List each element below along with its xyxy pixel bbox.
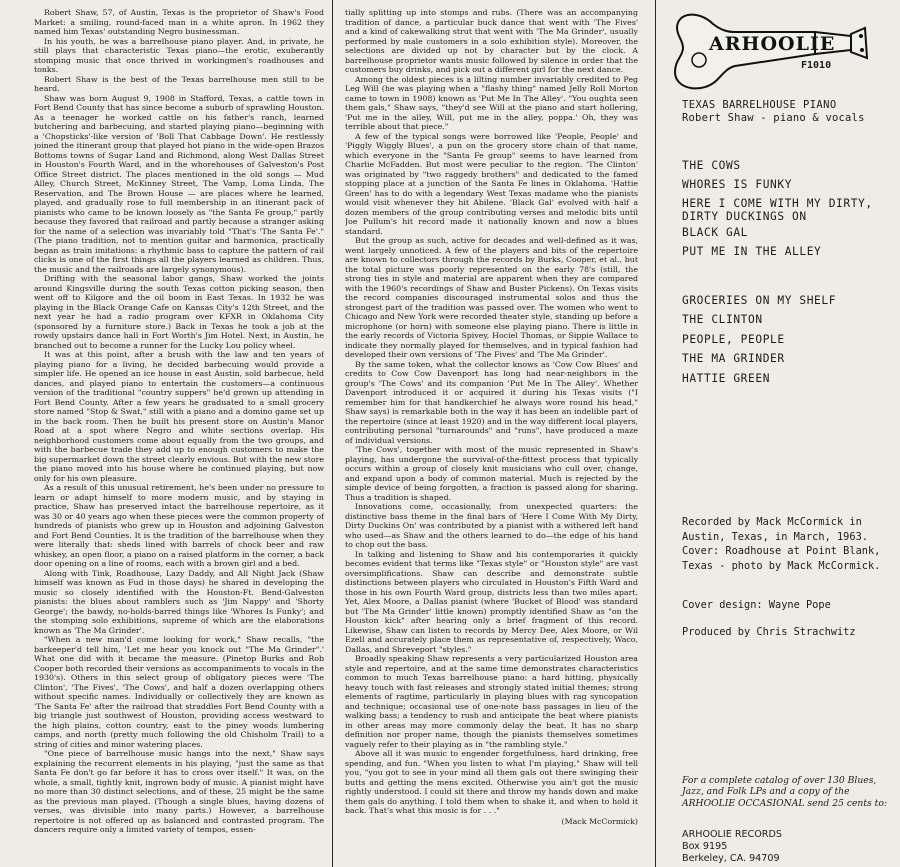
track-title: PUT ME IN THE ALLEY <box>682 245 822 259</box>
producer-credit: Produced by Chris Strachwitz <box>682 626 856 638</box>
paragraph: tially splitting up into stomps and rubs. (There was an accompanying tradition of dance, a particular buck dance that went with 'The Fives' and a kind of cakewalking strut that went with 'The Ma Grinder', usually performed by male customers in a solo exhibition style). Moreover, the selections are divided up not by character but by the clock. A barrelhouse proprietor wants music followed by silence in order that the customers buy drinks, and pick out a different girl for the next dance. <box>345 8 638 74</box>
recording-credit: Recorded by Mack McCormick in Austin, Texas, in March, 1963. <box>682 516 868 543</box>
tuning-peg <box>860 48 864 52</box>
track-title: PEOPLE, PEOPLE <box>682 332 785 346</box>
paragraph: Drifting with the seasonal labor gangs, Shaw worked the joints around Kingsville during the south Texas cotton picking season, then went off to Kilgore and the oil boom in East Texas. In 1932 he was playing in the Black Orange Cafe on Kansas City's 12th Street, and the next year he had a radio program over KFXR in Oklahoma City (sponsored by a furniture store.) Back in Texas he took a job at the rowdy upstairs dance hall in Fort Worth's Jim Hotel. Next, in Austin, he branched out to become a runner for the Lucky Lou policy wheel. <box>34 274 324 350</box>
guitar-headstock <box>851 28 867 58</box>
track-title: THE CLINTON <box>682 313 763 327</box>
track-title: WHORES IS FUNKY <box>682 178 793 192</box>
paragraph: As a result of this unusual retirement, he's been under no pressure to learn or adapt himself to more modern music, and by staying in practice, Shaw has preserved intact the barrelhouse repertoire, as it was 30 or 40 years ago when these pieces were the common property of hundreds of pianists who grew up in Houston and adjoining Galveston and Fort Bend Counties. It is the tradition of the barrelhouse when they were literally that: sheds lined with barrels of chock beer and raw whiskey, an open floor, a piano on a raised platform in the corner, a back door opening on a line of rooms, each with a brown girl and a bed. <box>34 483 324 568</box>
album-artist: Robert Shaw - piano & vocals <box>682 112 865 124</box>
tuning-peg <box>859 34 863 38</box>
tracklist-side-1 <box>682 156 892 262</box>
catalog-number: F1010 <box>801 60 832 71</box>
liner-notes-column-1 <box>34 8 324 864</box>
paragraph: Above all it was music to engender forgetfulness, hard drinking, free spending, and fun. "When you listen to what I'm playing," Shaw will tell you, "you got to see in your mind all them gals out there swinging their butts and getting the mens excited. Otherwise you ain't got the music rightly understood. I could sit there and throw my hands down and make them gals do anything. I told them when to shake it, and when to hold it back. That's what this music is for . . ." <box>345 749 638 815</box>
paragraph: Among the oldest pieces is a lilting number invariably credited to Peg Leg Will (he was playing when a "flashy thing" named Jelly Roll Morton came to town in 1908) known as 'Put Me In The Alley'. "You oughta seen them gals," Shaw says, "they'd see Will at the piano and start hollering, 'Put me in the alley, Will, put me in the alley, poppa.' Oh, they was terrible about that piece." <box>345 74 638 131</box>
liner-notes-column-2 <box>345 8 638 858</box>
paragraph: In talking and listening to Shaw and his contemporaries it quickly becomes evident that terms like "Texas style" or "Houston style" are vast oversimplifications. Shaw can describe and demonstrate subtle distinctions between players who circulated in Houston's Fifth Ward and those in his own Fourth Ward group, districts less than two miles apart. Yet, Alex Moore, a Dallas pianist (where 'Bucket of Blood' was standard but 'The Ma Grinder' little known) promptly identified Shaw as "on the Houston kick" after hearing only a brief fragment of this record. Likewise, Shaw can listen to records by Mercy Dee, Alex Moore, or Wil Ezell and accurately place them as representative of, respectively, Waco, Dallas, and Shreveport "styles." <box>345 549 638 654</box>
paragraph: By the same token, what the collector knows as 'Cow Cow Blues' and credits to Cow Cow Davenport has long had near-neighbors in the group's 'The Cows' and its companion 'Put Me In The Alley'. Whether Davenport introduced it or acquired it during his Texas visits ("I remember him for that handkerchief he always wore round his head," Shaw says) is remarkable both in the way it has been an indelible part of the repertoire (since at least 1920) and in the way different local players, contributing personal "turnarounds" and "runs", have produced a maze of individual versions. <box>345 359 638 445</box>
paragraph: A few of the typical songs were borrowed like 'People, People' and 'Piggly Wiggly Blues', a pun on the grocery store chain of that name, which everyone in the "Santa Fe group" seems to have learned from Charlie McFadden. But most were peculiar to the region. 'The Clinton' was originated by "two raggedy brothers" and dedicated to the famed stopping place at a junction of the Santa Fe lines in Oklahoma. 'Hattie Green' has to do with a legendary West Texas madame who the pianists would visit whenever they hit Abilene. 'Black Gal' evolved with half a dozen members of the group contributing verses and melodic bits until Joe Pullum's hit record made it nationally known and now a blues standard. <box>345 131 638 236</box>
arhoolie-guitar-logo <box>665 6 870 94</box>
paragraph: Robert Shaw is the best of the Texas barrelhouse men still to be heard. <box>34 74 324 93</box>
paragraph: Innovations come, occasionally, from unexpected quarters: the distinctive bass theme in the final bars of 'Here I Come With My Dirty, Dirty Duckins On' was contributed by a pianist with a withered left hand who used—as Shaw and the others learned to do—the edge of his hand to chop out the bass. <box>345 502 638 549</box>
paragraph: Broadly speaking Shaw represents a very particularized Houston area style and repertoire, and at the same time demonstrates characteristics common to much Texas barrelhouse piano: a hard hitting, physically heavy touch with fast releases and strongly stated initial themes; strong elements of ragtime, particularly in playing blues with rag syncopation and technique; occasional use of one-note bass passages in lieu of the walking bass; a tendency to rush and anticipate the beat where pianists in other areas may more commonly delay the beat. It has no sharp definition nor proper name, though the pianists themselves sometimes vaguely refer to their playing as in "the rambling style." <box>345 654 638 749</box>
arhoolie-logo-lettering: ARHOOLIE <box>709 33 836 55</box>
paragraph: 'The Cows', together with most of the music represented in Shaw's playing, has undergone the survival-of-the-fittest process that typically occurs within a group of closely knit musicians who cull over, change, and expand upon a body of common material. Much is rejected by the simple device of being forgotten, a fraction is passed along for sharing. Thus a tradition is shaped. <box>345 445 638 502</box>
paragraph: "When a new man'd come looking for work," Shaw recalls, "the barkeeper'd tell him, 'Let me hear you knock out "The Ma Grinder".' What one did with it became the measure. (Pinetop Burks and Rob Cooper both recorded their versions as accompaniments to vocals in the 1930's). Others in this select group of obligatory pieces were 'The Clinton', 'The Fives', 'The Cows', and half a dozen overlapping others without specific names. Individually or collectively they are known as 'The Santa Fe' after the railroad that straddles Fort Bend County with a big triangle just southwest of Houston, providing access westward to the high plains, cotton country, east to the piney woods lumbering camps, and north (pretty much following the old Chisholm Trail) to a string of cities and minor watering places. <box>34 635 324 749</box>
column-divider-left <box>332 0 333 867</box>
paragraph: Shaw was born August 9, 1908 in Stafford, Texas, a cattle town in Fort Bend County that has since become a suburb of sprawling Houston. As a teenager he worked cattle on his father's ranch, learned butchering and barbecuing, and started playing piano—beginning with a 'Chopsticks'-like version of 'Boll That Cabbage Down'. He restlessly joined the itinerant group that played hot piano in the wide-open Brazos Bottoms towns of Sugar Land and Richmond, along West Dallas Street in Houston's Fourth Ward, and in the whorehouses of Galveston's Post Office Street district. The places mentioned in the old songs — Mud Alley, Church Street, McKinney Street, The Vamp, Loma Linda, The Reservation, and The Brown House — are places where he learned, played, and gradually rose to full membership in an itinerant pack of pianists who came to be known loosely as "the Santa Fe group," partly because they favored that railroad and partly because a stranger asking for the name of a selection was invariably told "That's 'The Santa Fe'." (The piano tradition, not to mention guitar and harmonica, practically began as train imitations: a rhythmic bass to capture the pattern of rail clicks is one of the first things all the players learned as children. Thus, the music and the railroads are largely synonymous). <box>34 93 324 274</box>
paragraph: But the group as such, active for decades and well-defined as it was, went largely unnoticed. A few of the players and bits of the repertoire are known to collectors through the records by Burks, Cooper, et al., but the total picture was poorly represented on the early 78's (still, the strong ties in style and material are apparent when they are compared with the 1960's recordings of Shaw and Buster Pickens). On Texas visits the record companies discouraged instrumental solos and thus the strongest part of the tradition was passed over. The women who went to Chicago and New York were recorded theater style, standing up before a microphone (or horn) with someone else playing piano. There is little in the early records of Victoria Spivey, Hociel Thomas, or Sippie Wallace to indicate they normally played for themselves, and in typical fashion had developed their own versions of 'The Fives' and 'The Ma Grinder'. <box>345 236 638 359</box>
cover-photo-credit: Cover: Roadhouse at Point Blank, Texas - photo by Mack McCormick. <box>682 545 881 572</box>
paragraph: "One piece of barrelhouse music hangs into the next," Shaw says explaining the recurrent elements in his playing, "just the same as that Santa Fe don't go far before it has to cross over itself." It was, on the whole, a small, tightly knit, ingrown body of music. A pianist might have no more than 30 distinct selections, and of these, 25 might be the same as the previous man played. (Though a single blues, having dozens of verses, was divisible into many parts.) However, a barrelhouse repertoire is not offered up as balanced and contrasted program. The dancers require only a limited variety of tempos, essen- <box>34 749 324 834</box>
track-title: BLACK GAL <box>682 225 749 239</box>
track-title: HERE I COME WITH MY DIRTY, DIRTY DUCKINGS ON <box>682 196 873 223</box>
mailing-address <box>682 829 782 865</box>
catalog-offer-note: For a complete catalog of over 130 Blues, Jazz, and Folk LPs and a copy of the ARHOOLIE OCCASIONAL send 25 cents to: <box>682 775 887 809</box>
track-title: GROCERIES ON MY SHELF <box>682 294 837 307</box>
track-title: HATTIE GREEN <box>682 371 771 385</box>
cover-design-credit: Cover design: Wayne Pope <box>682 599 831 611</box>
track-title: THE MA GRINDER <box>682 352 785 366</box>
address-line: Berkeley, CA. 94709 <box>682 853 780 864</box>
paragraph: Robert Shaw, 57, of Austin, Texas is the proprietor of Shaw's Food Market: a smiling, round-faced man in a white apron. In 1962 they named him Texas' outstanding Negro businessman. <box>34 8 324 36</box>
paragraph: It was at this point, after a brush with the law and ten years of playing piano for a living, he decided barbecuing would provide a simpler life. He opened an ice house in east Austin, sold barbecue, held dances, and played piano to entertain the customers—a continuous version of the traditional "country suppers" he'd grown up attending in Fort Bend County. After a few years he graduated to a small grocery store named "Stop & Swat," still with a piano and a domino game set up in the back room. Then he built his present store on Austin's Manor Road at a spot where Negro and white sections overlap. His neighborhood customers come about equally from the two groups, and with the barbecue trade they add up to enough customers to make the big supermarket down the street clearly envious. But with the new store the piano moved into his house where he continued playing, but now only for his own pleasure. <box>34 350 324 483</box>
track-title: THE COWS <box>682 159 741 172</box>
tracklist-side-2 <box>682 291 892 388</box>
paragraph: In his youth, he was a barrelhouse piano player. And, in private, he still plays that characteristic Texas piano—the erotic, exuberantly stomping music that once thrived in workingmen's roadhouses and tonks. <box>34 36 324 74</box>
paragraph: Along with Tink, Roadhouse, Lazy Daddy, and All Night Jack (Shaw himself was known as Fud in those days) he shared in developing the music so closely identified with the Houston-Ft. Bend-Galveston pianists: the blues about ramblers such as 'Jim Nappy' and 'Shorty George'; the bawdy, no-holds-barred things like 'Whores Is Funky'; and the stomping solo exhibitions, supreme of which are the elaborations known as 'The Ma Grinder'. <box>34 568 324 635</box>
author-signature: (Mack McCormick) <box>561 816 638 826</box>
address-line: ARHOOLIE RECORDS <box>682 829 782 840</box>
column-divider-right <box>655 0 656 867</box>
album-title: TEXAS BARRELHOUSE PIANO <box>682 99 837 111</box>
address-line: Box 9195 <box>682 841 728 852</box>
